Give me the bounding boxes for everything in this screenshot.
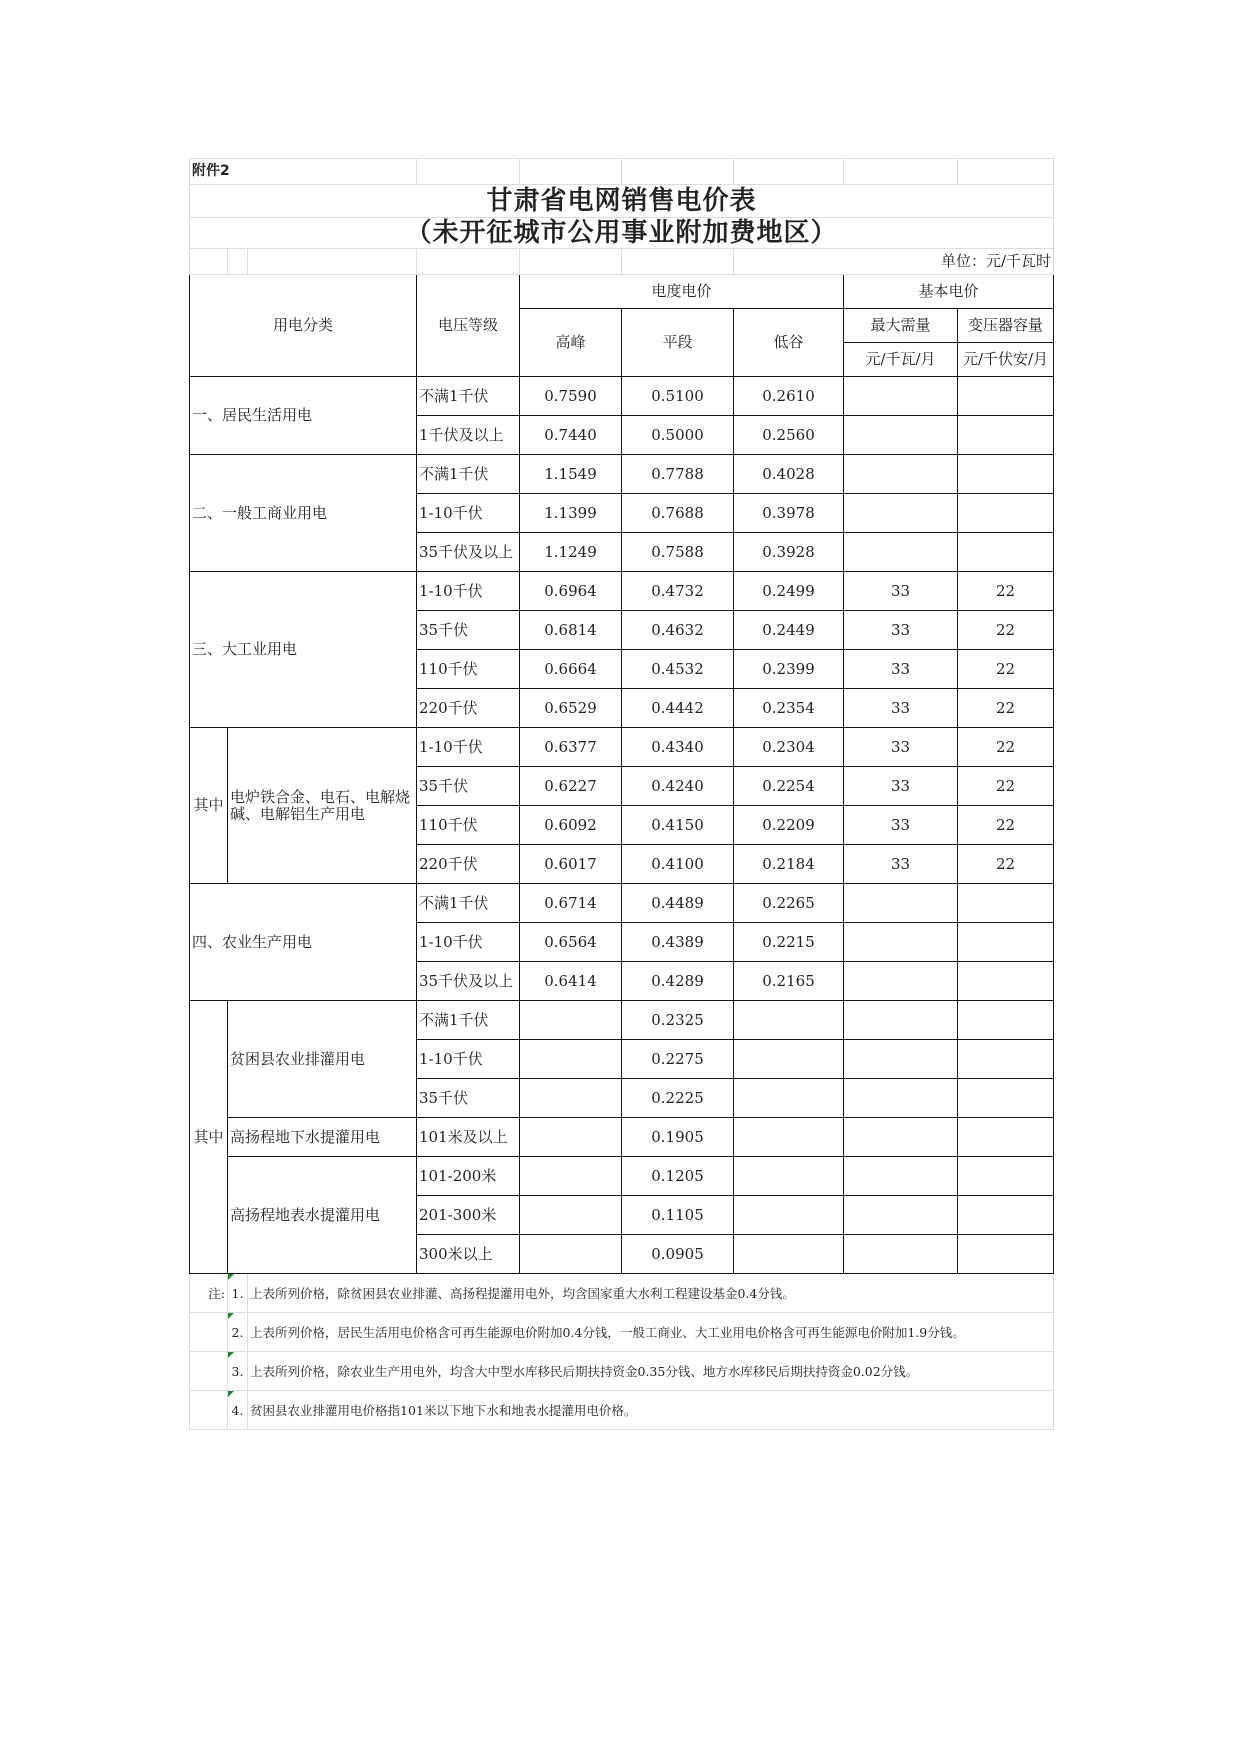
header-voltage: 电压等级 — [417, 275, 520, 377]
voltage-cell: 不满1千伏 — [417, 455, 520, 494]
valley-price: 0.2499 — [734, 572, 844, 611]
poor-county-irrigation: 贫困县农业排灌用电 — [228, 1001, 417, 1118]
peak-price — [520, 1079, 622, 1118]
transformer-price — [958, 1196, 1054, 1235]
max-demand-price — [844, 1040, 958, 1079]
max-demand-price: 33 — [844, 650, 958, 689]
peak-price: 0.6414 — [520, 962, 622, 1001]
price-table — [189, 158, 1054, 1430]
note-text: 上表所列价格，除贫困县农业排灌、高扬程提灌用电外，均含国家重大水利工程建设基金0.4分钱。 — [248, 1274, 1054, 1313]
transformer-price — [958, 416, 1054, 455]
header-max-demand: 最大需量 — [844, 309, 958, 343]
max-demand-price — [844, 1157, 958, 1196]
agri-sub-label: 其中 — [190, 1001, 228, 1274]
flat-price: 0.5000 — [622, 416, 734, 455]
industrial-sub-category: 电炉铁合金、电石、电解烧碱、电解铝生产用电 — [228, 728, 417, 884]
voltage-cell: 201-300米 — [417, 1196, 520, 1235]
note-number: 2. — [228, 1313, 248, 1352]
valley-price: 0.2354 — [734, 689, 844, 728]
peak-price: 0.7590 — [520, 377, 622, 416]
peak-price: 0.6664 — [520, 650, 622, 689]
voltage-cell: 101-200米 — [417, 1157, 520, 1196]
transformer-price: 22 — [958, 767, 1054, 806]
group-industrial: 三、大工业用电 — [190, 572, 417, 728]
flat-price: 0.0905 — [622, 1235, 734, 1274]
peak-price — [520, 1040, 622, 1079]
flat-price: 0.4100 — [622, 845, 734, 884]
voltage-cell: 35千伏及以上 — [417, 533, 520, 572]
max-demand-price: 33 — [844, 845, 958, 884]
voltage-cell: 101米及以上 — [417, 1118, 520, 1157]
max-demand-price — [844, 533, 958, 572]
max-demand-price: 33 — [844, 767, 958, 806]
note-text: 上表所列价格，居民生活用电价格含可再生能源电价附加0.4分钱，一般工商业、大工业用电价格含可再生能源电价附加1.9分钱。 — [248, 1313, 1054, 1352]
valley-price: 0.3928 — [734, 533, 844, 572]
valley-price: 0.2165 — [734, 962, 844, 1001]
note-text: 贫困县农业排灌用电价格指101米以下地下水和地表水提灌用电价格。 — [248, 1391, 1054, 1430]
max-demand-price — [844, 962, 958, 1001]
flat-price: 0.1205 — [622, 1157, 734, 1196]
flat-price: 0.4489 — [622, 884, 734, 923]
max-demand-price — [844, 377, 958, 416]
flat-price: 0.7688 — [622, 494, 734, 533]
max-demand-price — [844, 494, 958, 533]
peak-price — [520, 1001, 622, 1040]
max-demand-price: 33 — [844, 611, 958, 650]
max-demand-price: 33 — [844, 728, 958, 767]
valley-price: 0.2560 — [734, 416, 844, 455]
header-peak: 高峰 — [520, 309, 622, 377]
valley-price: 0.2254 — [734, 767, 844, 806]
transformer-price: 22 — [958, 728, 1054, 767]
peak-price: 0.6564 — [520, 923, 622, 962]
max-demand-price — [844, 416, 958, 455]
valley-price — [734, 1235, 844, 1274]
transformer-price — [958, 1118, 1054, 1157]
group-commercial: 二、一般工商业用电 — [190, 455, 417, 572]
peak-price: 1.1399 — [520, 494, 622, 533]
valley-price — [734, 1001, 844, 1040]
note-number: 3. — [228, 1352, 248, 1391]
header-category: 用电分类 — [190, 275, 417, 377]
note-number: 4. — [228, 1391, 248, 1430]
valley-price — [734, 1196, 844, 1235]
transformer-price — [958, 962, 1054, 1001]
peak-price — [520, 1118, 622, 1157]
peak-price — [520, 1235, 622, 1274]
flat-price: 0.4532 — [622, 650, 734, 689]
max-demand-price — [844, 1196, 958, 1235]
transformer-price — [958, 377, 1054, 416]
voltage-cell: 35千伏 — [417, 767, 520, 806]
flat-price: 0.7588 — [622, 533, 734, 572]
max-demand-price — [844, 923, 958, 962]
transformer-price — [958, 1235, 1054, 1274]
attachment-label: 附件2 — [190, 159, 417, 185]
transformer-price — [958, 1079, 1054, 1118]
voltage-cell: 1千伏及以上 — [417, 416, 520, 455]
voltage-cell: 35千伏 — [417, 611, 520, 650]
flat-price: 0.4632 — [622, 611, 734, 650]
voltage-cell: 220千伏 — [417, 845, 520, 884]
valley-price: 0.2610 — [734, 377, 844, 416]
flat-price: 0.2275 — [622, 1040, 734, 1079]
valley-price: 0.3978 — [734, 494, 844, 533]
peak-price: 1.1549 — [520, 455, 622, 494]
voltage-cell: 300米以上 — [417, 1235, 520, 1274]
surface-water-irrigation: 高扬程地表水提灌用电 — [228, 1157, 417, 1274]
transformer-price: 22 — [958, 845, 1054, 884]
max-demand-price — [844, 884, 958, 923]
peak-price: 1.1249 — [520, 533, 622, 572]
peak-price — [520, 1157, 622, 1196]
valley-price: 0.2209 — [734, 806, 844, 845]
voltage-cell: 110千伏 — [417, 806, 520, 845]
voltage-cell: 35千伏及以上 — [417, 962, 520, 1001]
transformer-price — [958, 533, 1054, 572]
max-demand-price: 33 — [844, 806, 958, 845]
valley-price — [734, 1157, 844, 1196]
valley-price: 0.2184 — [734, 845, 844, 884]
transformer-price: 22 — [958, 650, 1054, 689]
header-flat: 平段 — [622, 309, 734, 377]
peak-price: 0.6814 — [520, 611, 622, 650]
valley-price — [734, 1118, 844, 1157]
valley-price — [734, 1079, 844, 1118]
peak-price: 0.6092 — [520, 806, 622, 845]
voltage-cell: 1-10千伏 — [417, 1040, 520, 1079]
transformer-price: 22 — [958, 806, 1054, 845]
transformer-price — [958, 923, 1054, 962]
transformer-price: 22 — [958, 611, 1054, 650]
flat-price: 0.7788 — [622, 455, 734, 494]
note-text: 上表所列价格，除农业生产用电外，均含大中型水库移民后期扶持资金0.35分钱、地方水库移民后期扶持资金0.02分钱。 — [248, 1352, 1054, 1391]
header-valley: 低谷 — [734, 309, 844, 377]
valley-price: 0.2449 — [734, 611, 844, 650]
peak-price: 0.6227 — [520, 767, 622, 806]
peak-price: 0.6377 — [520, 728, 622, 767]
flat-price: 0.4289 — [622, 962, 734, 1001]
groundwater-irrigation: 高扬程地下水提灌用电 — [228, 1118, 417, 1157]
flat-price: 0.5100 — [622, 377, 734, 416]
voltage-cell: 35千伏 — [417, 1079, 520, 1118]
unit-transformer: 元/千伏安/月 — [958, 343, 1054, 377]
peak-price: 0.6964 — [520, 572, 622, 611]
peak-price: 0.6017 — [520, 845, 622, 884]
group-agriculture: 四、农业生产用电 — [190, 884, 417, 1001]
voltage-cell: 1-10千伏 — [417, 728, 520, 767]
voltage-cell: 不满1千伏 — [417, 377, 520, 416]
flat-price: 0.4389 — [622, 923, 734, 962]
transformer-price — [958, 884, 1054, 923]
unit-label: 单位：元/千瓦时 — [734, 249, 1054, 275]
flat-price: 0.4732 — [622, 572, 734, 611]
flat-price: 0.1105 — [622, 1196, 734, 1235]
transformer-price — [958, 455, 1054, 494]
note-number: 1. — [228, 1274, 248, 1313]
max-demand-price — [844, 1001, 958, 1040]
header-basic-price: 基本电价 — [844, 275, 1054, 309]
flat-price: 0.4150 — [622, 806, 734, 845]
transformer-price — [958, 494, 1054, 533]
voltage-cell: 1-10千伏 — [417, 572, 520, 611]
max-demand-price — [844, 1235, 958, 1274]
flat-price: 0.2325 — [622, 1001, 734, 1040]
peak-price: 0.6714 — [520, 884, 622, 923]
valley-price: 0.4028 — [734, 455, 844, 494]
peak-price: 0.6529 — [520, 689, 622, 728]
page-subtitle: （未开征城市公用事业附加费地区） — [190, 218, 1054, 249]
transformer-price — [958, 1040, 1054, 1079]
industrial-sub-label: 其中 — [190, 728, 228, 884]
flat-price: 0.1905 — [622, 1118, 734, 1157]
flat-price: 0.4340 — [622, 728, 734, 767]
header-transformer: 变压器容量 — [958, 309, 1054, 343]
valley-price: 0.2265 — [734, 884, 844, 923]
voltage-cell: 110千伏 — [417, 650, 520, 689]
transformer-price — [958, 1001, 1054, 1040]
flat-price: 0.4240 — [622, 767, 734, 806]
group-residential: 一、居民生活用电 — [190, 377, 417, 455]
voltage-cell: 不满1千伏 — [417, 884, 520, 923]
max-demand-price: 33 — [844, 689, 958, 728]
transformer-price — [958, 1157, 1054, 1196]
voltage-cell: 220千伏 — [417, 689, 520, 728]
page-title: 甘肃省电网销售电价表 — [190, 185, 1054, 218]
voltage-cell: 1-10千伏 — [417, 923, 520, 962]
max-demand-price — [844, 1118, 958, 1157]
price-sheet — [189, 158, 1053, 1430]
header-energy-price: 电度电价 — [520, 275, 844, 309]
max-demand-price — [844, 455, 958, 494]
notes-label: 注: — [190, 1274, 228, 1313]
voltage-cell: 不满1千伏 — [417, 1001, 520, 1040]
peak-price — [520, 1196, 622, 1235]
max-demand-price: 33 — [844, 572, 958, 611]
flat-price: 0.2225 — [622, 1079, 734, 1118]
unit-max-demand: 元/千瓦/月 — [844, 343, 958, 377]
peak-price: 0.7440 — [520, 416, 622, 455]
transformer-price: 22 — [958, 689, 1054, 728]
valley-price — [734, 1040, 844, 1079]
valley-price: 0.2215 — [734, 923, 844, 962]
flat-price: 0.4442 — [622, 689, 734, 728]
valley-price: 0.2304 — [734, 728, 844, 767]
max-demand-price — [844, 1079, 958, 1118]
voltage-cell: 1-10千伏 — [417, 494, 520, 533]
transformer-price: 22 — [958, 572, 1054, 611]
valley-price: 0.2399 — [734, 650, 844, 689]
